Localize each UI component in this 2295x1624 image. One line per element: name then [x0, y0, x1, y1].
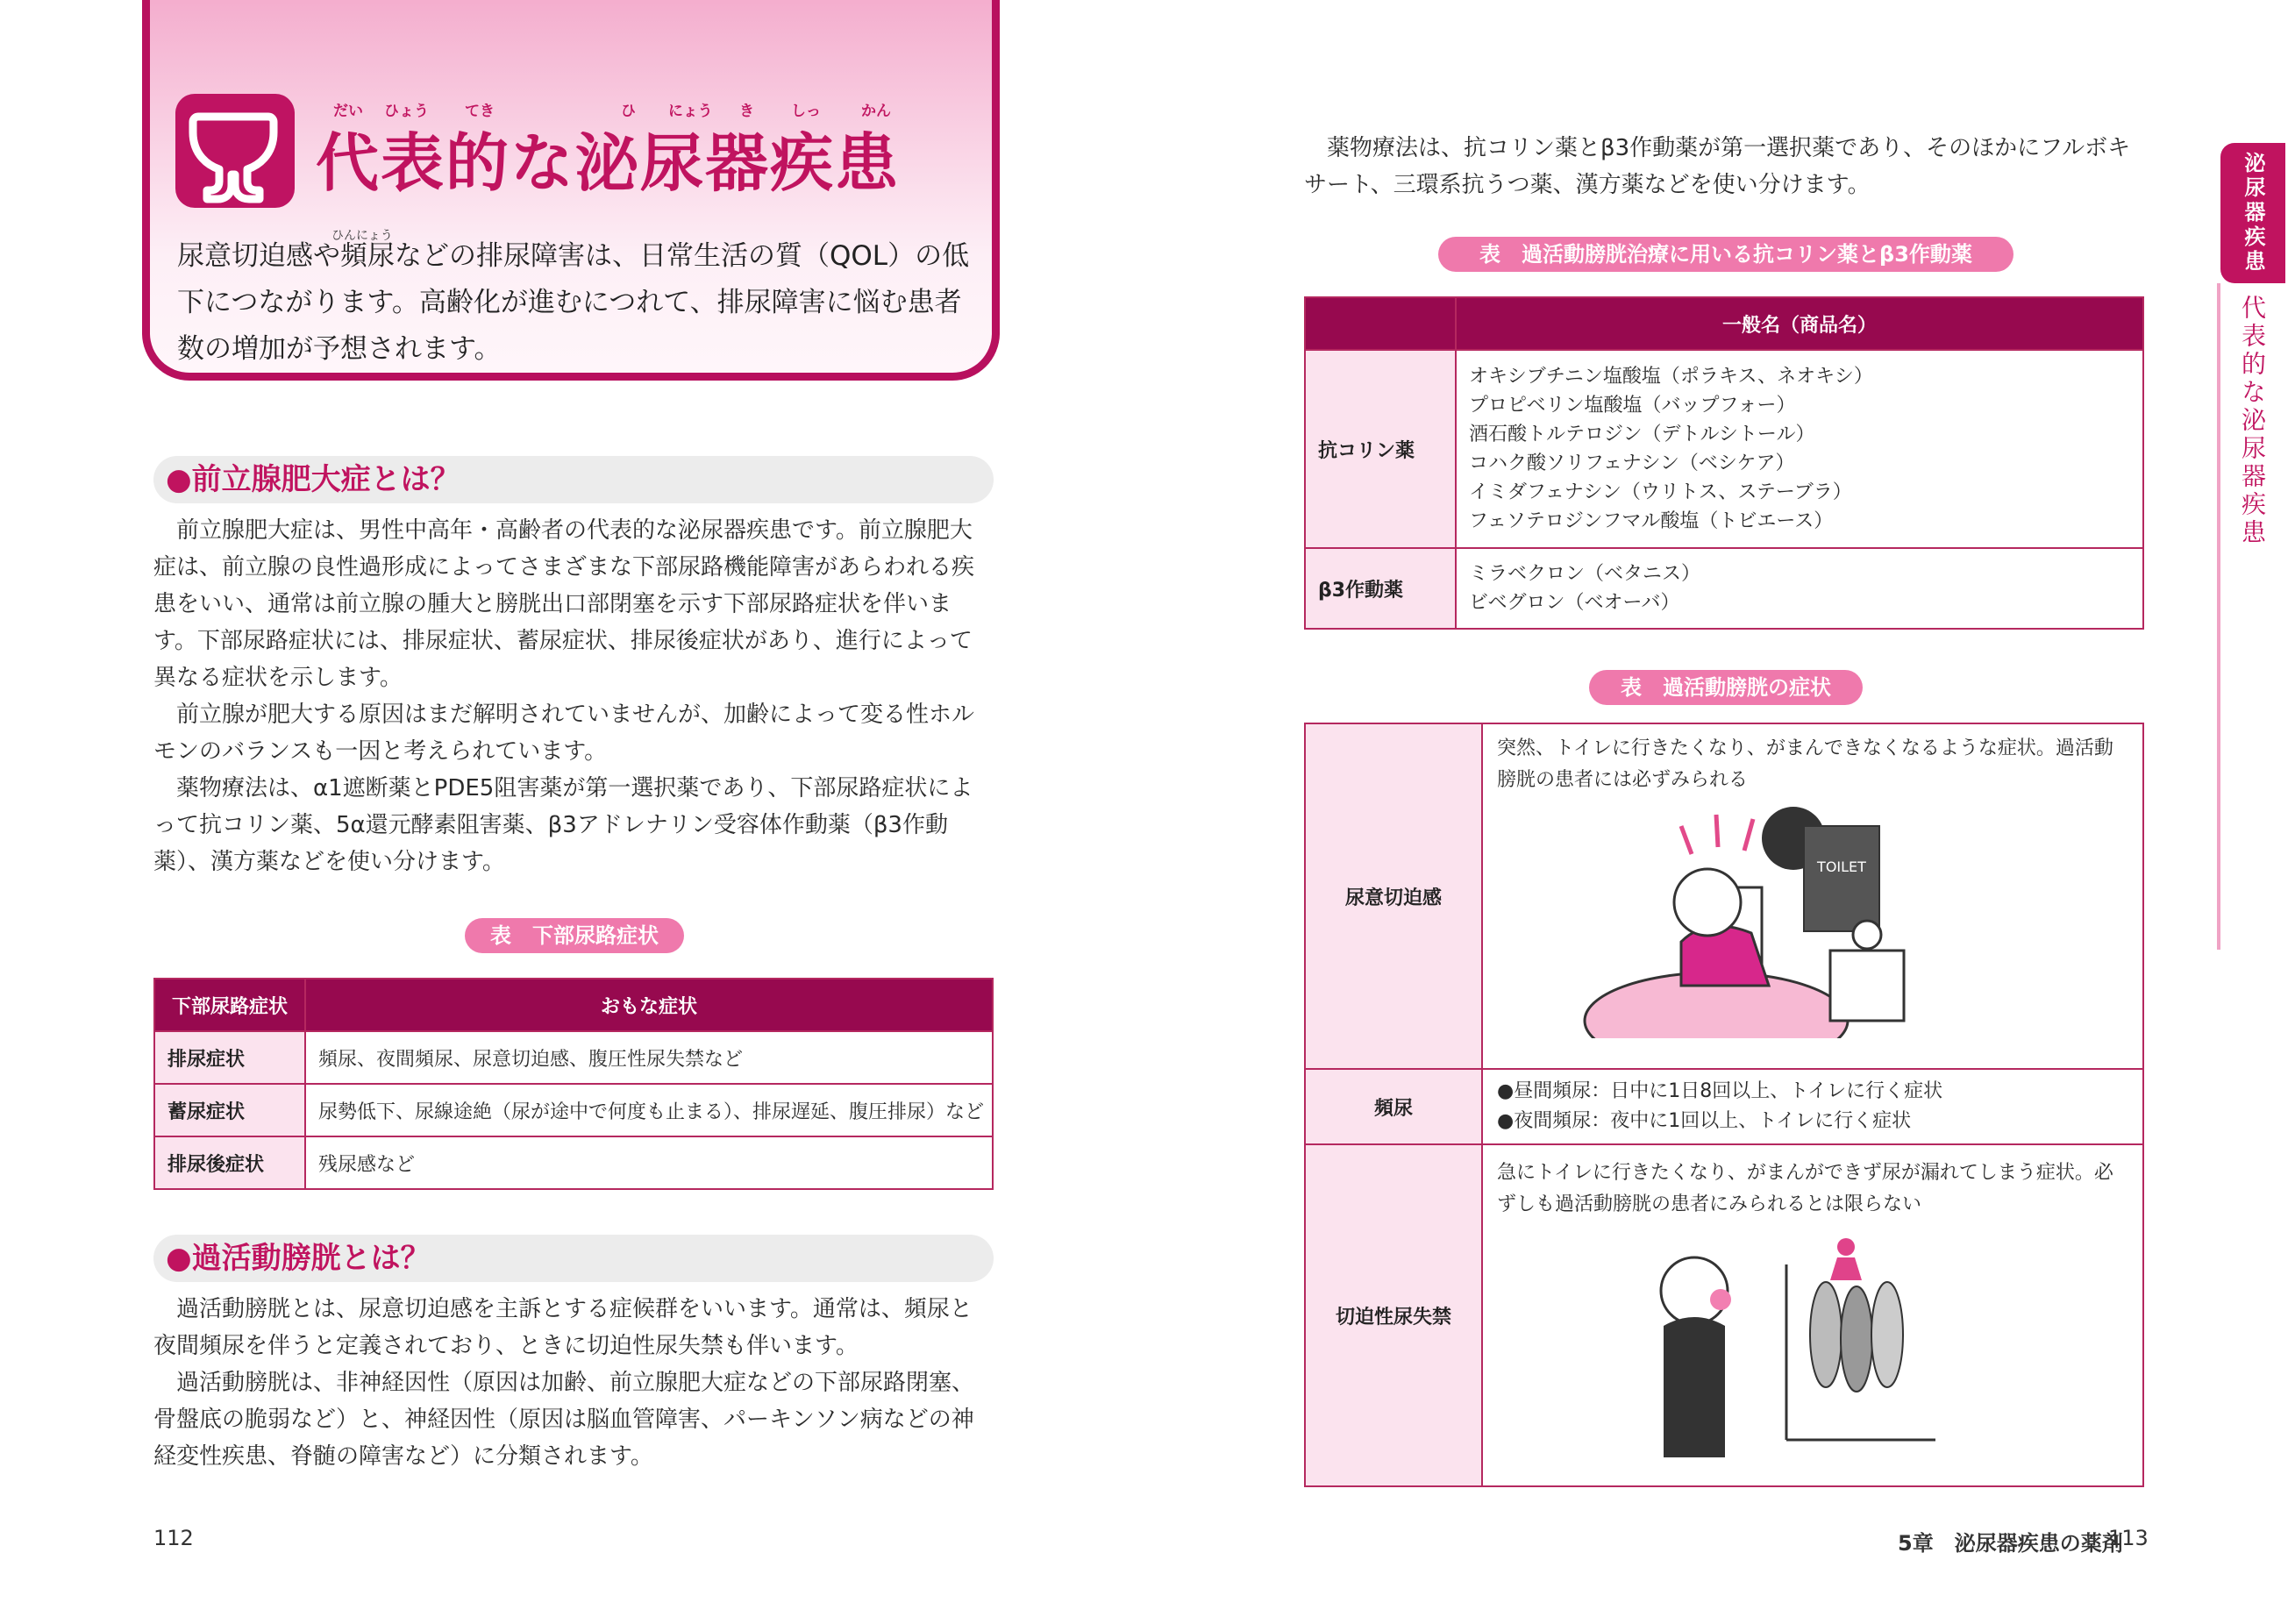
table-header-row [154, 979, 993, 1031]
incontinence-illustration [1497, 1229, 2128, 1457]
toilet-sign: TOILET [1817, 858, 1866, 875]
drug-item: コハク酸ソリフェナシン（ベシケア） [1469, 452, 1795, 474]
paragraph: 前立腺肥大症は、男性中高年・高齢者の代表的な泌尿器疾患です。前立腺肥大症は、前立腺の良性過形成によってさまざまな下部尿路機能障害があらわれる疾患をいい、通常は前立腺の腫大と膀胱出口部閉塞を示す下部尿路症状を伴います。下部尿路症状には、排尿症状、蓄尿症状、排尿後症状があり、進行によって異なる症状を示します。 [153, 517, 975, 691]
drug-item: プロピベリン塩酸塩（バップフォー） [1469, 395, 1796, 417]
side-divider [2217, 283, 2220, 950]
symptom-item: ●夜間頻尿：夜中に1回以上、トイレに行く症状 [1497, 1110, 1912, 1132]
paragraph: 過活動膀胱とは、尿意切迫感を主訴とする症候群をいいます。通常は、頻尿と夜間頻尿を伴うと定義されており、ときに切迫性尿失禁も伴います。 [153, 1296, 973, 1359]
section-body-oab [153, 1291, 994, 1475]
drug-table [1304, 296, 2144, 630]
table-caption: 表 過活動膀胱の症状 [1589, 670, 1863, 705]
drug-item: 酒石酸トルテロジン（デトルシトール） [1469, 424, 1815, 445]
row-label: 排尿症状 [154, 1031, 305, 1084]
chapter-side-tab: 泌尿器疾患 [2220, 143, 2285, 283]
row-value [1456, 350, 2143, 548]
row-label: 排尿後症状 [154, 1136, 305, 1189]
page-title: 代表的な泌尿器疾患 [316, 126, 901, 200]
symptom-text: 急にトイレに行きたくなり、がまんができず尿が漏れてしまう症状。必ずしも過活動膀胱の患者にみられるとは限らない [1497, 1162, 2113, 1215]
table-row [1305, 350, 2143, 548]
lower-urinary-symptoms-table [153, 978, 994, 1190]
table-row [1305, 723, 2143, 1069]
row-value [1482, 1069, 2143, 1144]
drug-item: ビベグロン（ベオーバ） [1469, 592, 1680, 614]
column-header: おもな症状 [305, 979, 993, 1031]
table-header-row [1305, 297, 2143, 350]
paragraph: 薬物療法は、α1遮断薬とPDE5阻害薬が第一選択薬であり、下部尿路症状によって抗コリン薬、5α還元酵素阻害薬、β3アドレナリン受容体作動薬（β3作動薬）、漢方薬などを使い分けます。 [153, 775, 973, 875]
table-row [1305, 1069, 2143, 1144]
row-value: 尿勢低下、尿線途絶（尿が途中で何度も止まる）、排尿遅延、腹圧排尿）など [305, 1084, 993, 1136]
chapter-label: 5章 泌尿器疾患の薬剤 [1898, 1531, 2123, 1556]
section-heading-oab: ●過活動膀胱とは？ [153, 1235, 994, 1282]
drug-item: フェソテロジンフマル酸塩（トビエース） [1469, 510, 1834, 532]
symptom-text: 突然、トイレに行きたくなり、がまんできなくなるような症状。過活動膀胱の患者には必ずみられる [1497, 737, 2113, 791]
row-value: 残尿感など [305, 1136, 993, 1189]
title-ruby-3: てき [465, 103, 495, 120]
table-row [154, 1136, 993, 1189]
lead-text: 尿意切迫感や頻尿などの排尿障害は、日常生活の質（QOL）の低下につながります。高齢化が進むにつれて、排尿障害に悩む患者数の増加が予想されます。 [177, 240, 970, 365]
page-number-left: 112 [153, 1526, 194, 1550]
column-header: 一般名（商品名） [1456, 297, 2143, 350]
section-body-bph [153, 512, 994, 880]
row-value [1482, 723, 2143, 1069]
symptom-item: ●昼間頻尿：日中に1日8回以上、トイレに行く症状 [1497, 1080, 1943, 1102]
paragraph: 過活動膀胱は、非神経因性（原因は加齢、前立腺肥大症などの下部尿路閉塞、骨盤底の脆弱など）と、神経因性（原因は脳血管障害、パーキンソン病などの神経変性疾患、脊髄の障害など）に分類されます。 [153, 1370, 975, 1470]
row-value [1482, 1144, 2143, 1486]
urgency-illustration [1497, 801, 2128, 1038]
title-ruby-4: ひ [621, 103, 636, 120]
title-ruby-1: だい [333, 103, 363, 120]
title-ruby-6: き [739, 103, 754, 120]
row-label: 切迫性尿失禁 [1305, 1144, 1482, 1486]
intro-paragraph [1304, 130, 2144, 203]
section-heading-bph: ●前立腺肥大症とは？ [153, 456, 994, 503]
column-header: 下部尿路症状 [154, 979, 305, 1031]
table-row [1305, 1144, 2143, 1486]
title-ruby-7: しっ [791, 103, 821, 120]
empty-header [1305, 297, 1456, 350]
side-section-title: 代表的な泌尿器疾患 [2238, 295, 2267, 547]
paragraph: 薬物療法は、抗コリン薬とβ3作動薬が第一選択薬であり、そのほかにフルボキサート、三環系抗うつ薬、漢方薬などを使い分けます。 [1304, 135, 2131, 198]
table-caption: 表 下部尿路症状 [465, 918, 684, 953]
drug-item: イミダフェナシン（ウリトス、ステーブラ） [1469, 481, 1852, 503]
row-label: 尿意切迫感 [1305, 723, 1482, 1069]
page-number-right: 113 [2108, 1526, 2149, 1550]
row-value: 頻尿、夜間頻尿、尿意切迫感、腹圧性尿失禁など [305, 1031, 993, 1084]
title-ruby-2: ひょう [384, 103, 429, 120]
table-row [154, 1031, 993, 1084]
row-label: 頻尿 [1305, 1069, 1482, 1144]
row-label: β3作動薬 [1305, 548, 1456, 629]
table-caption: 表 過活動膀胱治療に用いる抗コリン薬とβ3作動薬 [1438, 237, 2013, 272]
table-row [154, 1084, 993, 1136]
title-ruby-8: かん [861, 103, 891, 120]
drug-item: ミラベクロン（ベタニス） [1469, 563, 1701, 585]
bladder-icon [175, 94, 295, 208]
lead-ruby: ひんにょう [331, 229, 393, 243]
row-label: 抗コリン薬 [1305, 350, 1456, 548]
drug-item: オキシブチニン塩酸塩（ポラキス、ネオキシ） [1469, 366, 1873, 388]
title-ruby-5: にょう [668, 103, 713, 120]
symptoms-table [1304, 723, 2144, 1487]
row-label: 蓄尿症状 [154, 1084, 305, 1136]
paragraph: 前立腺が肥大する原因はまだ解明されていませんが、加齢によって変る性ホルモンのバランスも一因と考えられています。 [153, 702, 975, 765]
table-row [1305, 548, 2143, 629]
row-value [1456, 548, 2143, 629]
